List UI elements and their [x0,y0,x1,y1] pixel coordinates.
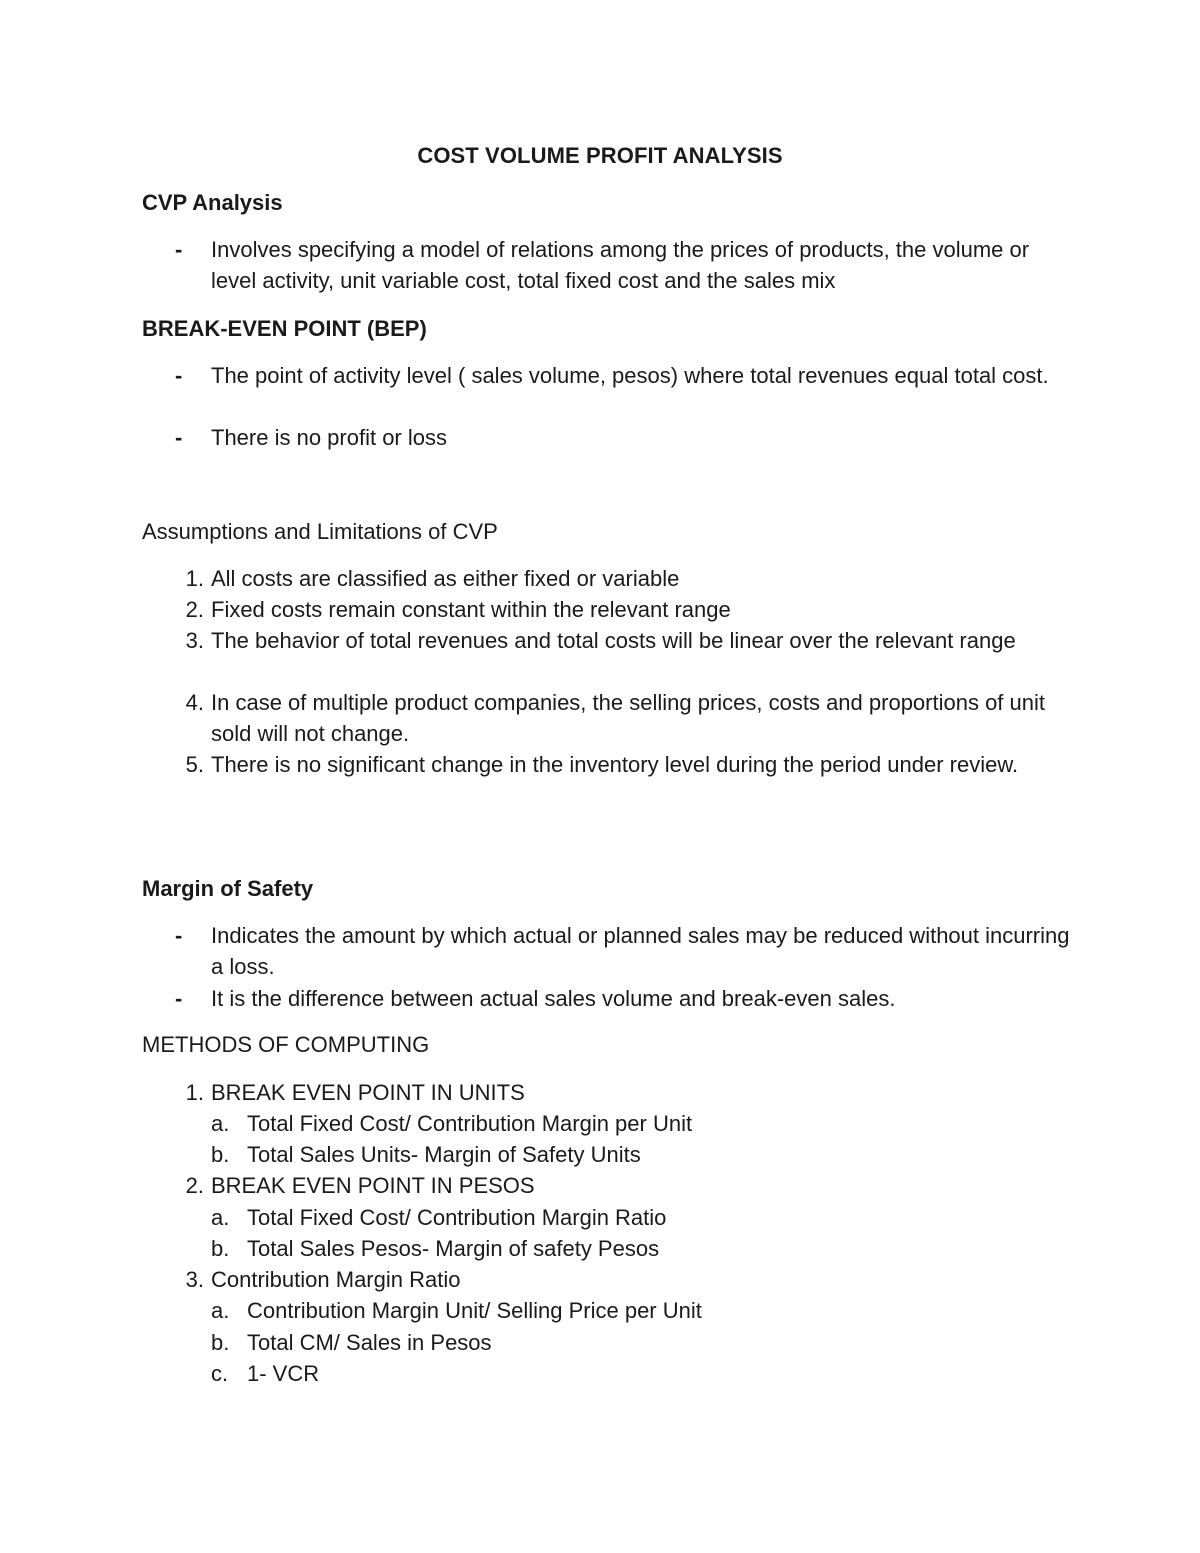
mos-bullet-text: It is the difference between actual sales volume and break-even sales. [211,986,896,1011]
cvp-bullet-1 [175,234,1071,296]
bullet-dash: - [175,363,183,388]
bullet-dash: - [175,425,183,450]
item-number: 3. [185,1267,204,1292]
subitem-text: Total Fixed Cost/ Contribution Margin per Unit [247,1111,693,1136]
item-number: 3. [185,628,204,653]
cvp-bullet-text: Involves specifying a model of relations among the prices of products, the volume or level activity, unit variable cost, total fixed cost and the sales mix [211,237,1030,293]
subitem-letter: a. [211,1205,230,1230]
method-subitem [211,1327,1067,1358]
assumption-item [185,749,1071,780]
bullet-dash: - [175,237,183,262]
bep-bullet-text: There is no profit or loss [211,425,447,450]
subitem-text: 1- VCR [247,1361,320,1386]
subitem-letter: b. [211,1142,230,1167]
item-text: Contribution Margin Ratio [211,1267,461,1292]
subitem-letter: a. [211,1298,230,1323]
method-subitem [211,1108,1067,1139]
subitem-text: Total Fixed Cost/ Contribution Margin Ratio [247,1205,667,1230]
item-number: 2. [185,597,204,622]
item-number: 1. [185,566,204,591]
bullet-dash: - [175,923,183,948]
method-subitem [211,1139,1067,1170]
item-text: Fixed costs remain constant within the relevant range [211,597,731,622]
method-subitem [211,1202,1067,1233]
bep-bullet-text: The point of activity level ( sales volume, pesos) where total revenues equal total cost. [211,363,1049,388]
mos-heading: Margin of Safety [142,876,314,901]
methods-heading: METHODS OF COMPUTING [142,1032,430,1057]
method-subitem [211,1358,1067,1389]
subitem-letter: c. [211,1361,229,1386]
method-subitem [211,1233,1067,1264]
item-text: There is no significant change in the inventory level during the period under review. [211,752,1019,777]
subitem-letter: b. [211,1236,230,1261]
subitem-text: Contribution Margin Unit/ Selling Price per Unit [247,1298,702,1323]
bep-bullet-2 [175,422,1071,453]
bep-bullet-1 [175,360,1071,391]
assumption-item [185,687,1071,749]
item-number: 2. [185,1173,204,1198]
bullet-dash: - [175,986,183,1011]
item-number: 5. [185,752,204,777]
cvp-heading: CVP Analysis [142,190,283,215]
method-item [185,1077,1071,1108]
subitem-text: Total Sales Pesos- Margin of safety Pesos [247,1236,660,1261]
bep-heading: BREAK-EVEN POINT (BEP) [142,316,427,341]
method-subitem [211,1295,1067,1326]
method-item [185,1170,1071,1201]
item-number: 1. [185,1080,204,1105]
assumption-item [185,594,1071,625]
assumption-item [185,563,1071,594]
assumptions-heading: Assumptions and Limitations of CVP [142,519,498,544]
document-title: COST VOLUME PROFIT ANALYSIS [417,143,783,168]
mos-bullet-2 [175,983,1071,1014]
subitem-text: Total Sales Units- Margin of Safety Units [247,1142,641,1167]
assumption-item [185,625,1071,656]
subitem-text: Total CM/ Sales in Pesos [247,1330,492,1355]
subitem-letter: a. [211,1111,230,1136]
item-text: BREAK EVEN POINT IN UNITS [211,1080,525,1105]
subitem-letter: b. [211,1330,230,1355]
item-number: 4. [185,690,204,715]
item-text: All costs are classified as either fixed or variable [211,566,680,591]
item-text: The behavior of total revenues and total costs will be linear over the relevant range [211,628,1016,653]
item-text: BREAK EVEN POINT IN PESOS [211,1173,535,1198]
method-item [185,1264,1071,1295]
mos-bullet-1 [175,920,1071,982]
item-text: In case of multiple product companies, the selling prices, costs and proportions of unit sold will not change. [211,690,1046,746]
mos-bullet-text: Indicates the amount by which actual or planned sales may be reduced without incurring a loss. [211,923,1070,979]
